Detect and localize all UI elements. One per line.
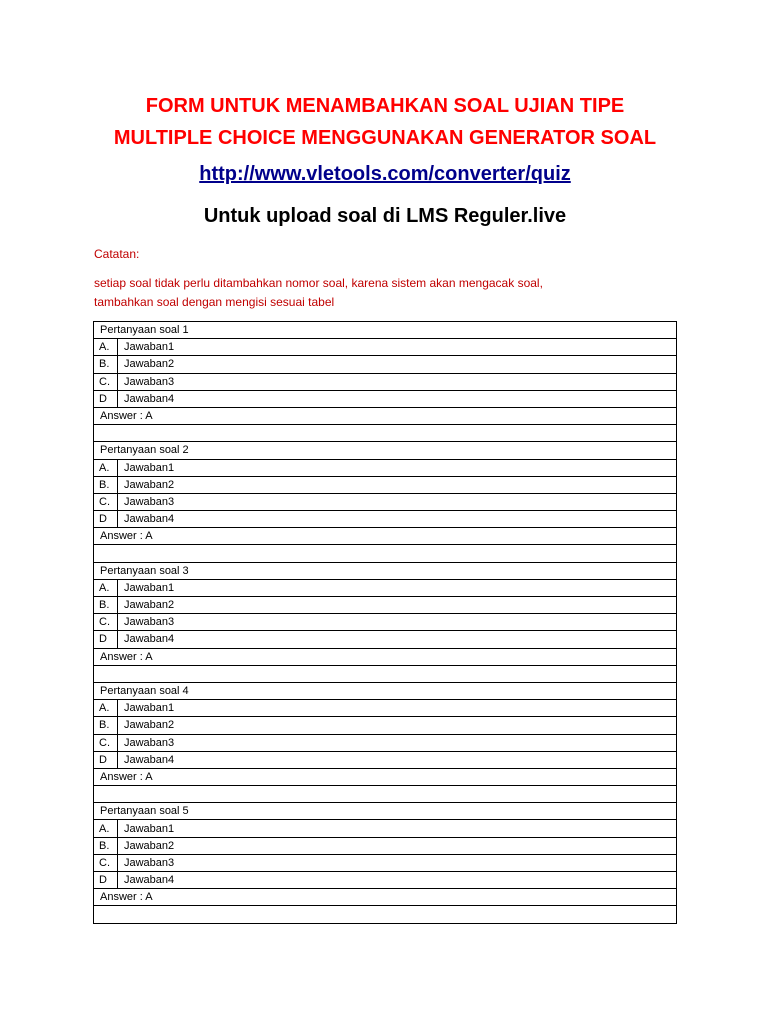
option-row [94, 872, 677, 889]
question-row [94, 442, 677, 459]
note-line-2: tambahkan soal dengan mengisi sesuai tabel [94, 295, 335, 309]
note-label: Catatan: [94, 247, 140, 261]
option-letter-cell: D [94, 390, 118, 407]
empty-cell [94, 786, 677, 803]
question-cell[interactable]: Pertanyaan soal 2 [94, 442, 677, 459]
page-subtitle: Untuk upload soal di LMS Reguler.live [203, 205, 567, 227]
option-row [94, 373, 677, 390]
option-text-cell[interactable]: Jawaban2 [118, 597, 677, 614]
option-row [94, 476, 677, 493]
option-row [94, 837, 677, 854]
option-letter-cell: C. [94, 614, 118, 631]
empty-cell [94, 425, 677, 442]
option-text-cell[interactable]: Jawaban1 [118, 820, 677, 837]
empty-cell [94, 906, 677, 923]
option-row [94, 597, 677, 614]
option-letter-cell: A. [94, 339, 118, 356]
option-text-cell[interactable]: Jawaban2 [118, 717, 677, 734]
title-line-1: FORM UNTUK MENAMBAHKAN SOAL UJIAN TIPE [145, 95, 625, 117]
option-row [94, 579, 677, 596]
option-row [94, 511, 677, 528]
answer-row [94, 528, 677, 545]
option-letter-cell: D [94, 631, 118, 648]
question-cell[interactable]: Pertanyaan soal 4 [94, 682, 677, 699]
answer-cell[interactable]: Answer : A [94, 648, 677, 665]
spacer-row [94, 906, 677, 923]
option-letter-cell: A. [94, 579, 118, 596]
spacer-row [94, 665, 677, 682]
option-row [94, 631, 677, 648]
option-text-cell[interactable]: Jawaban1 [118, 339, 677, 356]
option-row [94, 700, 677, 717]
option-text-cell[interactable]: Jawaban4 [118, 751, 677, 768]
option-row [94, 854, 677, 871]
question-row [94, 682, 677, 699]
empty-cell [94, 545, 677, 562]
option-text-cell[interactable]: Jawaban2 [118, 356, 677, 373]
option-row [94, 614, 677, 631]
page-title [40, 90, 730, 154]
question-cell[interactable]: Pertanyaan soal 1 [94, 322, 677, 339]
option-text-cell[interactable]: Jawaban2 [118, 476, 677, 493]
title-line-2: MULTIPLE CHOICE MENGGUNAKAN GENERATOR SOAL [113, 127, 657, 149]
option-letter-cell: A. [94, 459, 118, 476]
spacer-row [94, 786, 677, 803]
option-text-cell[interactable]: Jawaban4 [118, 631, 677, 648]
option-text-cell[interactable]: Jawaban4 [118, 390, 677, 407]
option-row [94, 459, 677, 476]
option-row [94, 820, 677, 837]
option-letter-cell: B. [94, 597, 118, 614]
option-text-cell[interactable]: Jawaban2 [118, 837, 677, 854]
option-row [94, 734, 677, 751]
option-text-cell[interactable]: Jawaban3 [118, 614, 677, 631]
option-letter-cell: C. [94, 734, 118, 751]
option-text-cell[interactable]: Jawaban4 [118, 872, 677, 889]
option-letter-cell: B. [94, 356, 118, 373]
option-text-cell[interactable]: Jawaban3 [118, 493, 677, 510]
option-row [94, 339, 677, 356]
option-letter-cell: A. [94, 820, 118, 837]
answer-cell[interactable]: Answer : A [94, 889, 677, 906]
option-letter-cell: D [94, 511, 118, 528]
option-letter-cell: C. [94, 373, 118, 390]
answer-row [94, 889, 677, 906]
spacer-row [94, 545, 677, 562]
answer-row [94, 648, 677, 665]
option-text-cell[interactable]: Jawaban4 [118, 511, 677, 528]
empty-cell [94, 665, 677, 682]
option-text-cell[interactable]: Jawaban3 [118, 373, 677, 390]
option-row [94, 356, 677, 373]
answer-row [94, 407, 677, 424]
note-text [94, 274, 674, 312]
option-text-cell[interactable]: Jawaban3 [118, 854, 677, 871]
quiz-table [93, 321, 677, 924]
option-text-cell[interactable]: Jawaban1 [118, 459, 677, 476]
option-row [94, 717, 677, 734]
option-text-cell[interactable]: Jawaban3 [118, 734, 677, 751]
note-line-1: setiap soal tidak perlu ditambahkan nomor soal, karena sistem akan mengacak soal, [94, 276, 543, 290]
question-cell[interactable]: Pertanyaan soal 3 [94, 562, 677, 579]
question-row [94, 562, 677, 579]
option-row [94, 390, 677, 407]
question-row [94, 803, 677, 820]
option-row [94, 751, 677, 768]
option-letter-cell: B. [94, 717, 118, 734]
option-letter-cell: B. [94, 837, 118, 854]
option-text-cell[interactable]: Jawaban1 [118, 579, 677, 596]
converter-link[interactable]: http://www.vletools.com/converter/quiz [199, 163, 571, 185]
option-letter-cell: B. [94, 476, 118, 493]
option-letter-cell: D [94, 872, 118, 889]
option-letter-cell: A. [94, 700, 118, 717]
spacer-row [94, 425, 677, 442]
option-text-cell[interactable]: Jawaban1 [118, 700, 677, 717]
question-cell[interactable]: Pertanyaan soal 5 [94, 803, 677, 820]
answer-cell[interactable]: Answer : A [94, 407, 677, 424]
option-row [94, 493, 677, 510]
option-letter-cell: C. [94, 493, 118, 510]
answer-cell[interactable]: Answer : A [94, 768, 677, 785]
answer-cell[interactable]: Answer : A [94, 528, 677, 545]
option-letter-cell: C. [94, 854, 118, 871]
question-row [94, 322, 677, 339]
answer-row [94, 768, 677, 785]
option-letter-cell: D [94, 751, 118, 768]
